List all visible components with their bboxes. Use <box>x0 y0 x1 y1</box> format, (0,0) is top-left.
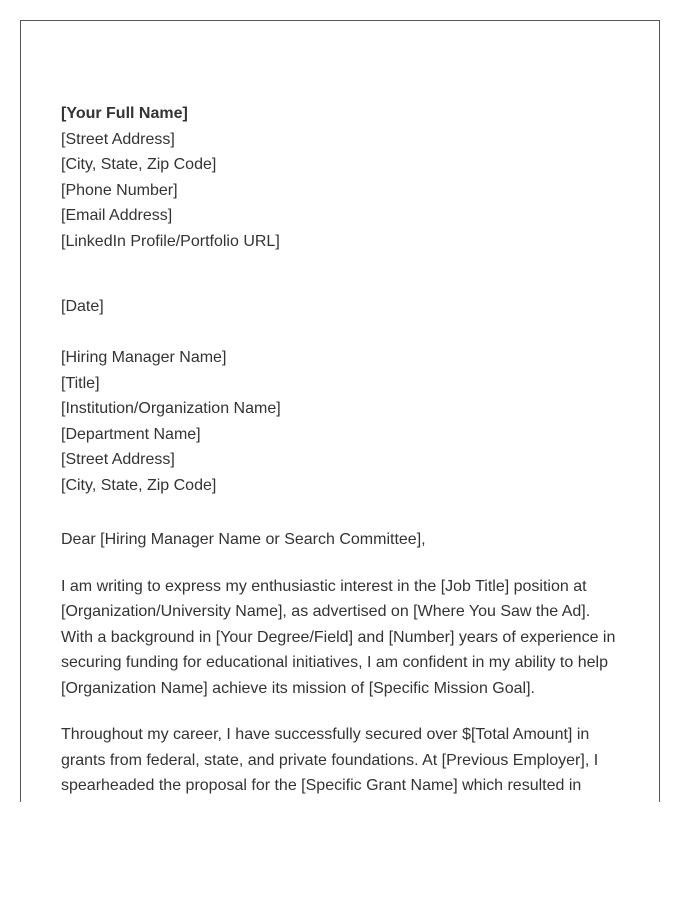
recipient-department: [Department Name] <box>61 425 201 443</box>
recipient-name: [Hiring Manager Name] <box>61 349 227 366</box>
sender-name: [Your Full Name] <box>61 105 188 122</box>
recipient-street: [Street Address] <box>61 451 175 468</box>
body-paragraph-2: Throughout my career, I have successfully secured over $[Total Amount] in grants from federal, state, and private foundations. At [Previous Employer], I spearheaded the proposal for the [Specific Grant Name] which resulted in <box>61 726 599 794</box>
sender-phone: [Phone Number] <box>61 181 178 199</box>
sender-street: [Street Address] <box>61 130 175 148</box>
letter-content <box>61 101 621 802</box>
recipient-organization: [Institution/Organization Name] <box>61 400 281 417</box>
sender-city-state-zip: [City, State, Zip Code] <box>61 156 217 173</box>
sender-linkedin: [LinkedIn Profile/Portfolio URL] <box>61 232 280 250</box>
letter-date: [Date] <box>61 298 104 315</box>
sender-block <box>61 101 621 254</box>
recipient-title: [Title] <box>61 374 100 392</box>
recipient-city-state-zip: [City, State, Zip Code] <box>61 476 217 494</box>
sender-email: [Email Address] <box>61 207 173 224</box>
letter-page <box>20 20 660 802</box>
salutation: Dear [Hiring Manager Name or Search Committee], <box>61 531 426 548</box>
recipient-block <box>61 345 621 498</box>
body-paragraph-1: I am writing to express my enthusiastic interest in the [Job Title] position at [Organization/University Name], as advertised on [Where You Saw the Ad]. With a background in [Your Degree/Field] and [Number] years of experience in securing funding for educational initiatives, I am confident in my ability to help [Organization Name] achieve its mission of [Specific Mission Goal]. <box>61 577 616 697</box>
